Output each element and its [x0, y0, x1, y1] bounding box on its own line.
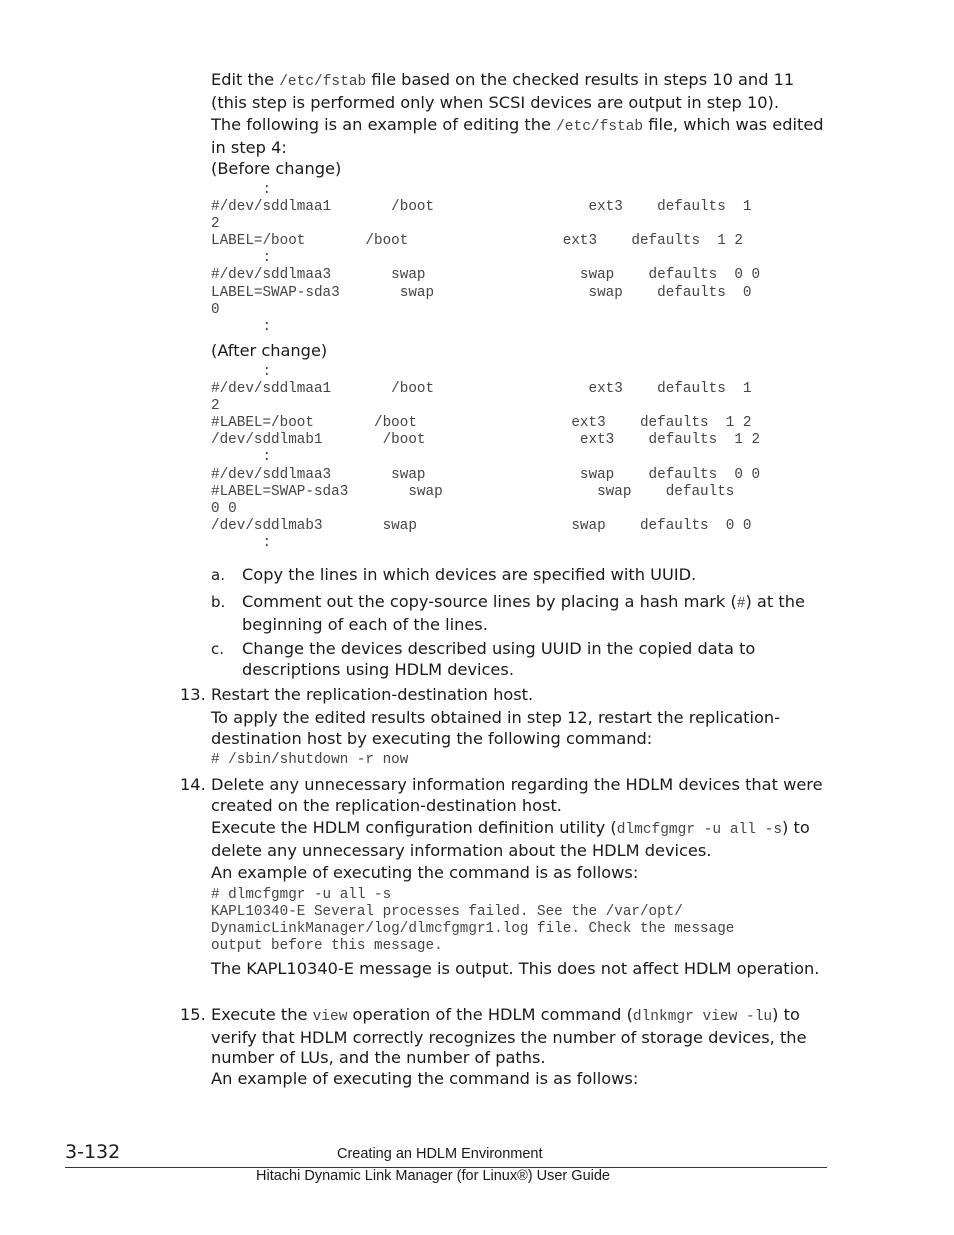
inline-code: dlmcfgmgr -u all -s [616, 822, 783, 838]
fstab-after-code: : #/dev/sddlmaa1 /boot ext3 defaults 1 2 #LABEL=/boot /boot ext3 defaults 1 2 /dev/sddlmab1 /boot ext3 defaults 1 2 : #/dev/sddlmaa3 swap swap defaults 0 0 #LABEL=SWAP-sda3 swap swap defaults 0 0 /dev/sddlmab3 swap swap defaults 0 0 : [211, 364, 761, 551]
fstab-before-code: : #/dev/sddlmaa1 /boot ext3 defaults 1 2 LABEL=/boot /boot ext3 defaults 1 2 : #/dev/sddlmaa3 swap swap defaults 0 0 LABEL=SWAP-sda3 swap swap defaults 0 0 : [211, 182, 761, 335]
step13-title: Restart the replication-destination host. [211, 685, 534, 704]
step14-note: The KAPL10340-E message is output. This does not affect HDLM operation. [211, 959, 820, 978]
step12-intro: Edit the /etc/fstab file based on the checked results in steps 10 and 11 (this step is performed only when SCSI devices are output in step 10). [211, 70, 795, 112]
inline-code: /etc/fstab [556, 119, 644, 135]
step14-number: 14. [180, 775, 206, 794]
step14-example: An example of executing the command is as follows: [211, 863, 639, 882]
step14-body: Execute the HDLM configuration definition utility (dlmcfgmgr -u all -s) to delete any unnecessary information about the HDLM devices. [211, 818, 810, 860]
footer-book-title: Hitachi Dynamic Link Manager (for Linux®) User Guide [256, 1168, 610, 1184]
step13-code: # /sbin/shutdown -r now [211, 752, 409, 768]
substep-c-text: Change the devices described using UUID in the copied data to descriptions using HDLM devices. [242, 639, 756, 679]
substep-a-text: Copy the lines in which devices are specified with UUID. [242, 565, 697, 584]
step15-example: An example of executing the command is as follows: [211, 1069, 639, 1088]
before-change-label: (Before change) [211, 159, 342, 178]
substep-a-letter: a. [211, 566, 225, 584]
step12-example-intro: The following is an example of editing the /etc/fstab file, which was edited in step 4: [211, 115, 824, 157]
substep-c-letter: c. [211, 640, 225, 658]
page-number: 3-132 [65, 1141, 121, 1163]
step14-code: # dlmcfgmgr -u all -s KAPL10340-E Several processes failed. See the /var/opt/ DynamicLinkManager/log/dlmcfgmgr1.log file. Check the message output before this message. [211, 887, 735, 955]
substep-b-letter: b. [211, 593, 226, 611]
inline-code: /etc/fstab [279, 74, 367, 90]
step13-number: 13. [180, 685, 206, 704]
inline-code: dlnkmgr view -lu [632, 1009, 773, 1025]
substep-b-text: Comment out the copy-source lines by placing a hash mark (#) at the beginning of each of the lines. [242, 592, 805, 634]
step13-body: To apply the edited results obtained in step 12, restart the replication-destination host by executing the following command: [211, 708, 780, 748]
step14-title: Delete any unnecessary information regarding the HDLM devices that were created on the replication-destination host. [211, 775, 823, 815]
inline-code: view [312, 1009, 348, 1025]
footer-chapter-title: Creating an HDLM Environment [337, 1146, 543, 1162]
after-change-label: (After change) [211, 341, 328, 360]
inline-code: # [736, 596, 746, 612]
step15-title: Execute the view operation of the HDLM command (dlnkmgr view -lu) to verify that HDLM correctly recognizes the number of storage devices, the number of LUs, and the number of paths. [211, 1005, 807, 1067]
step15-number: 15. [180, 1005, 206, 1024]
